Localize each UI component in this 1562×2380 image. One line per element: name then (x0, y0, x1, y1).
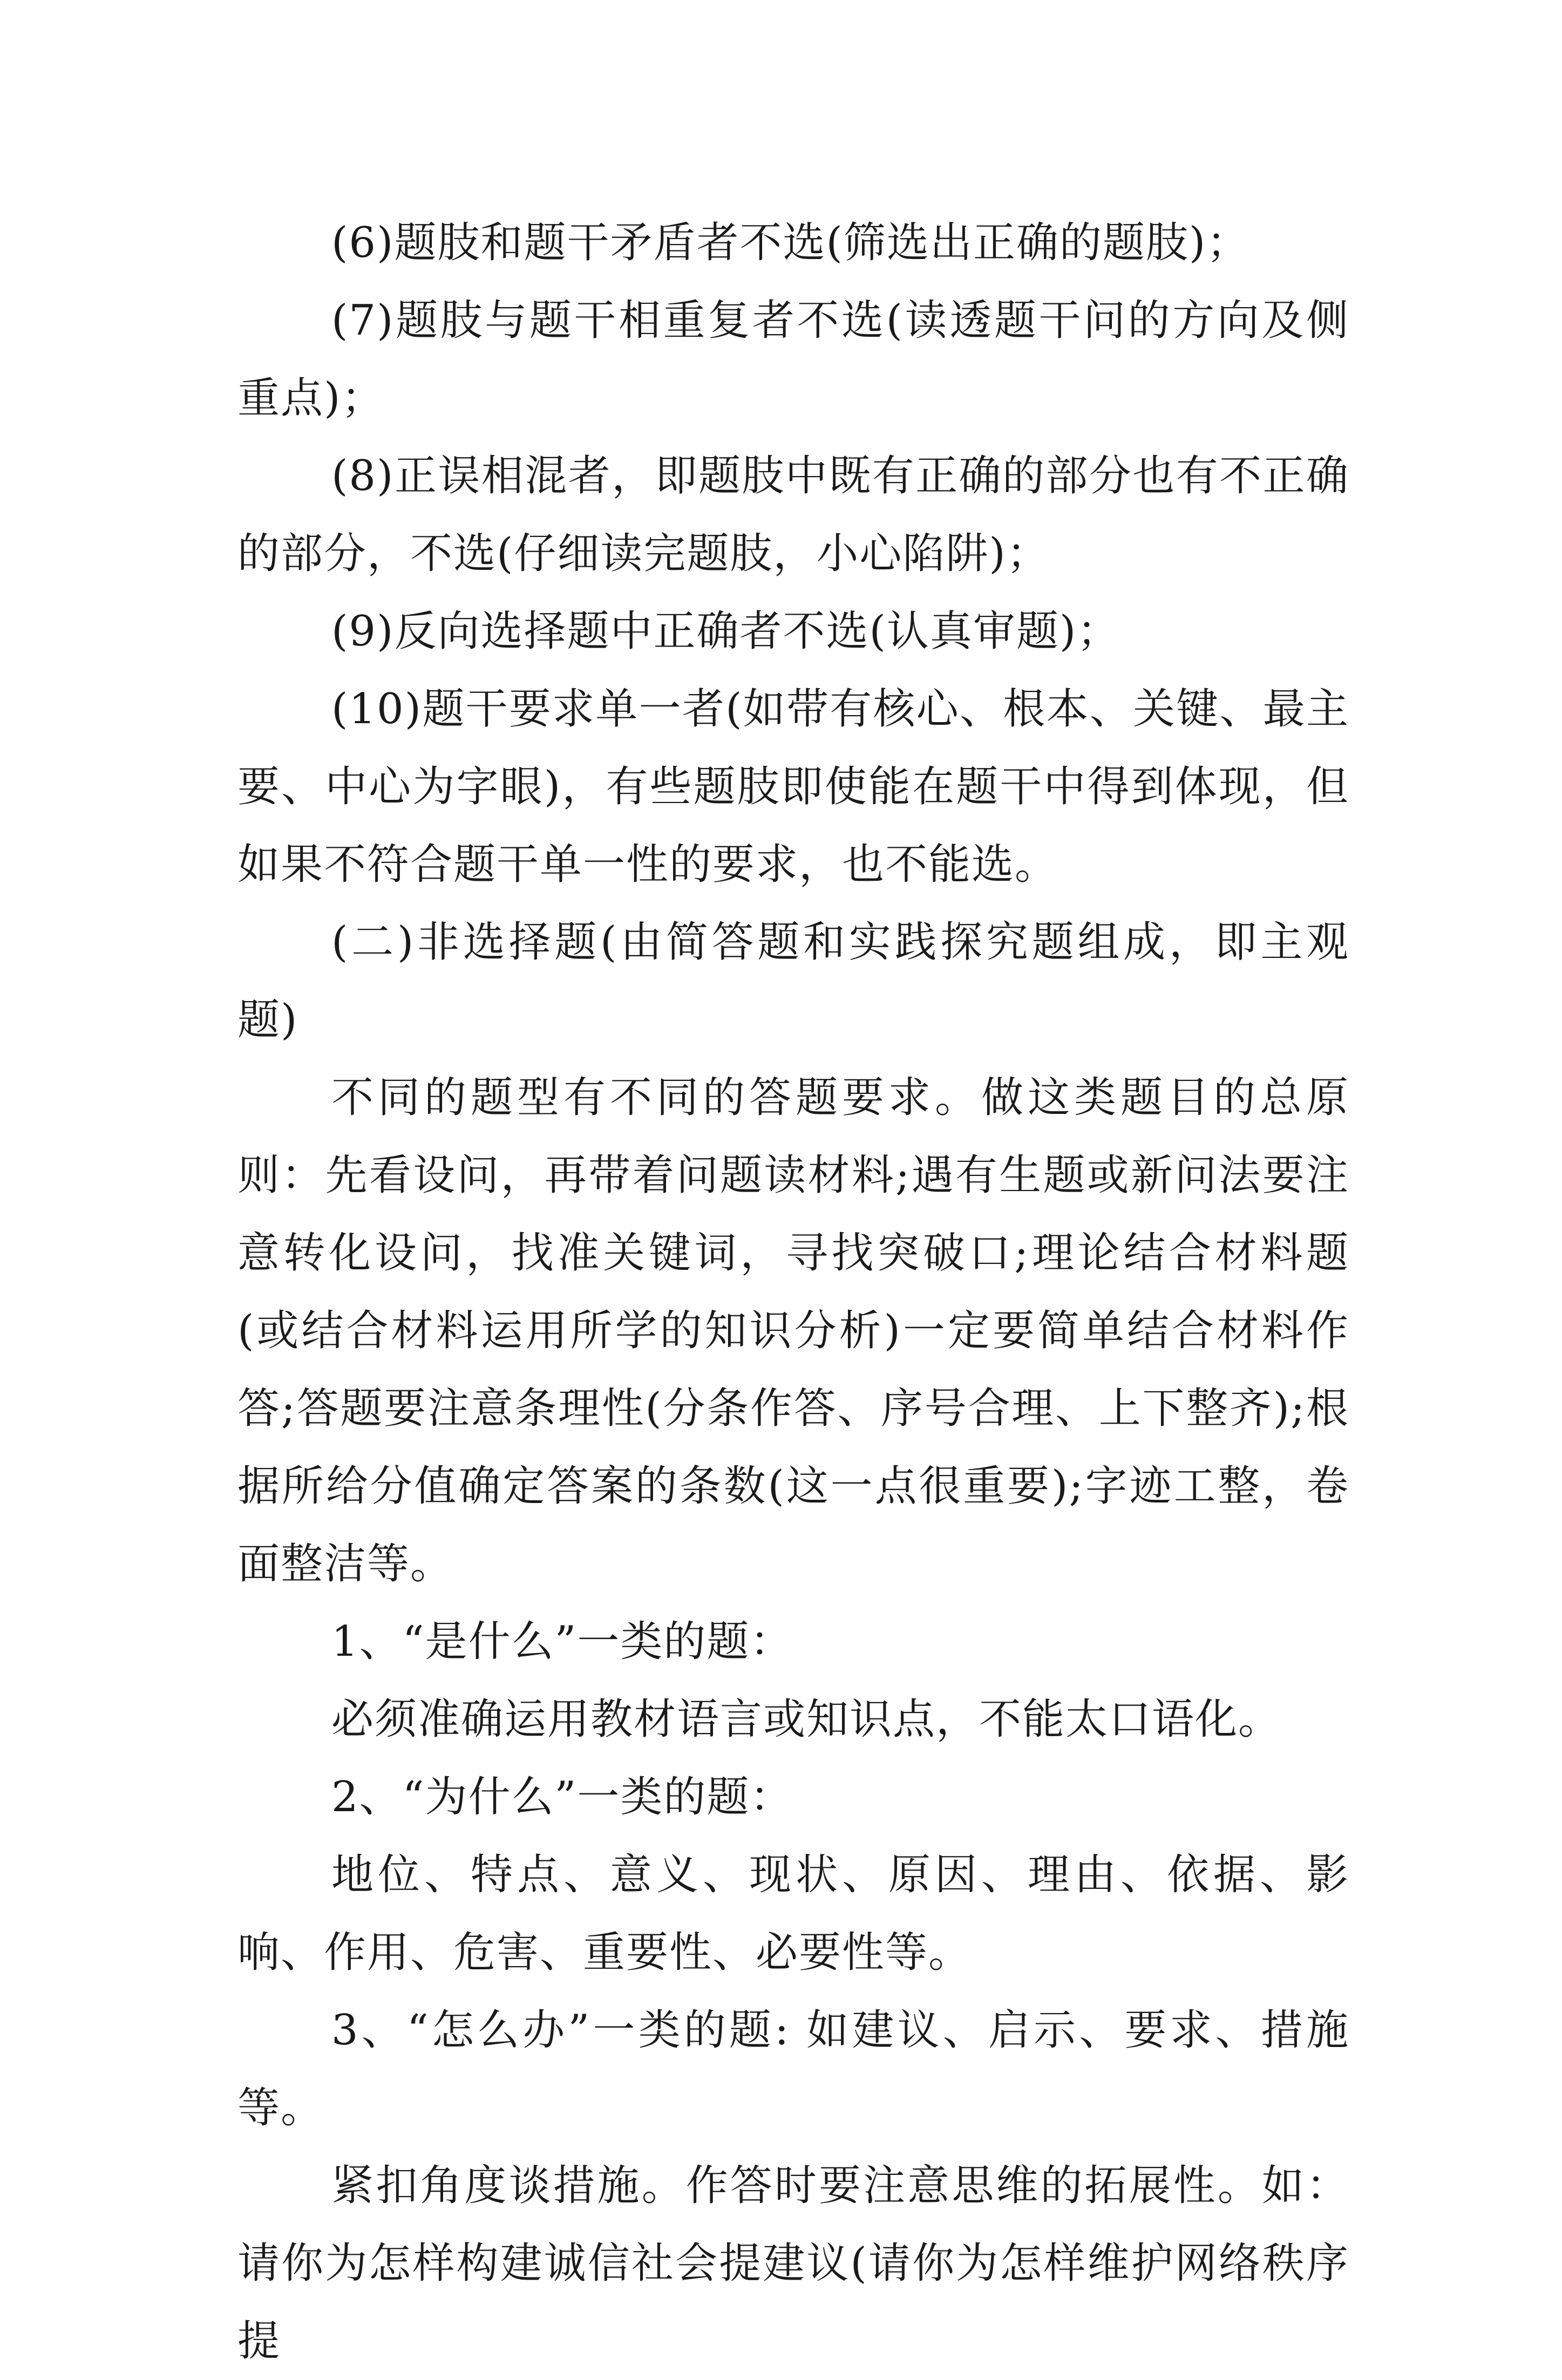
paragraph-why: 地位、特点、意义、现状、原因、理由、依据、影响、作用、危害、重要性、必要性等。 (237, 1851, 1349, 1977)
paragraph-9: (9)反向选择题中正确者不选(认真审题)； (331, 607, 1120, 656)
document-body (237, 204, 1349, 2380)
paragraph-6: (6)题肢和题干矛盾者不选(筛选出正确的题肢)； (331, 219, 1250, 267)
subheading-why: 2、“为什么”一类的题： (331, 1773, 793, 1821)
paragraph-what: 必须准确运用教材语言或知识点，不能太口语化。 (331, 1695, 1282, 1744)
paragraph-8: (8)正误相混者，即题肢中既有正确的部分也有不正确的部分，不选(仔细读完题肢，小心陷阱)； (237, 452, 1349, 578)
paragraph-general-principle: 不同的题型有不同的答题要求。做这类题目的总原则：先看设问，再带着问题读材料;遇有生题或新问法要注意转化设问，找准关键词，寻找突破口;理论结合材料题(或结合材料运用所学的知识分析)一定要简单结合材料作答;答题要注意条理性(分条作答、序号合理、上下整齐);根据所给分值确定答案的条数(这一点很重要);字迹工整，卷面整洁等。 (237, 1073, 1349, 1588)
subheading-how: 3、“怎么办”一类的题: 如建议、启示、要求、措施等。 (237, 2006, 1349, 2132)
paragraph-10: (10)题干要求单一者(如带有核心、根本、关键、最主要、中心为字眼)，有些题肢即使能在题干中得到体现，但如果不符合题干单一性的要求，也不能选。 (237, 685, 1349, 889)
paragraph-7: (7)题肢与题干相重复者不选(读透题干问的方向及侧重点)； (237, 296, 1349, 423)
section-heading-non-choice: (二)非选择题(由简答题和实践探究题组成，即主观题) (237, 918, 1349, 1044)
subheading-what: 1、“是什么”一类的题： (331, 1617, 793, 1666)
paragraph-how: 紧扣角度谈措施。作答时要注意思维的拓展性。如：请你为怎样构建诚信社会提建议(请你为怎样维护网络秩序提 (237, 2161, 1349, 2365)
